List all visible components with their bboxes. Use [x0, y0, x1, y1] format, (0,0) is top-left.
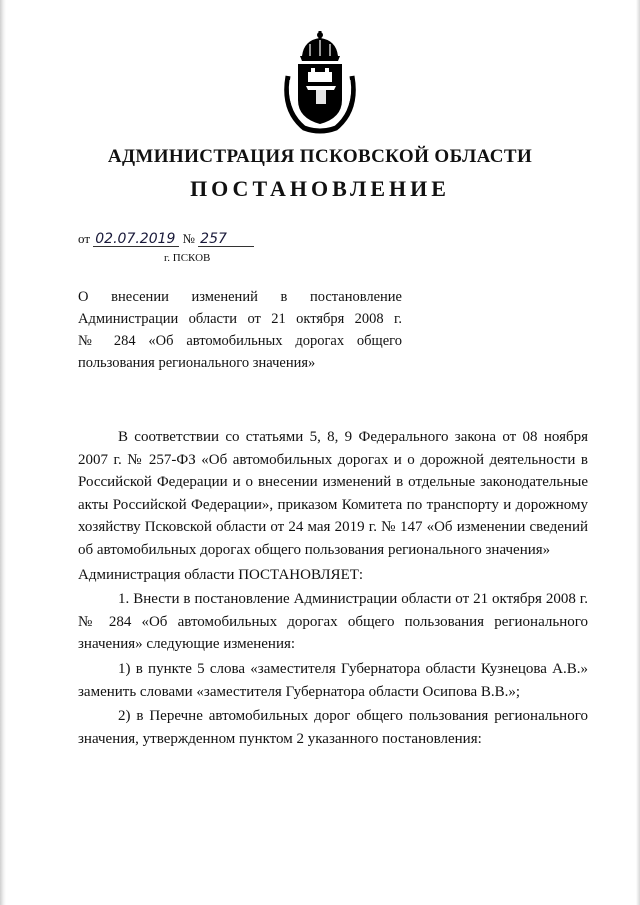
body-paragraph: В соответствии со статьями 5, 8, 9 Федерального закона от 08 ноября 2007 г. № 257-ФЗ «Об автомобильных дорогах и о дорожной деятельности в Российской Федерации и о внесении изменений в отдельные законодательные акты Российской Федерации», приказом Комитета по транспорту и дорожному хозяйству Псковской области от 24 мая 2019 г. № 147 «Об изменении сведений об автомобильных дорогах общего пользования регионального значения» [78, 429, 588, 558]
city-label: г. ПСКОВ [164, 252, 211, 264]
document-type-title: ПОСТАНОВЛЕНИЕ [190, 176, 450, 201]
subject-line: № 284 «Об автомобильных дорогах общего [78, 333, 402, 349]
subject-line: О внесении изменений в постановление [78, 289, 402, 305]
subject-block [78, 286, 402, 374]
subject-line: пользования регионального значения» [78, 355, 316, 371]
handwritten-number: 257 [198, 232, 254, 247]
scan-edge-left [0, 0, 6, 905]
body-paragraph: 1) в пункте 5 слова «заместителя Губернатора области Кузнецова А.В.» заменить словами «заместителя Губернатора области Осипова В.В.»; [78, 660, 588, 700]
subject-line: Администрации области от 21 октября 2008 г. [78, 311, 402, 327]
document-body [78, 426, 588, 752]
scan-edge-right [636, 0, 640, 905]
body-paragraph: 2) в Перечне автомобильных дорог общего пользования регионального значения, утвержденном пунктом 2 указанного постановления: [78, 708, 588, 747]
organization-title: АДМИНИСТРАЦИЯ ПСКОВСКОЙ ОБЛАСТИ [107, 146, 533, 167]
date-number-row [78, 231, 254, 247]
coat-of-arms-icon [280, 30, 360, 134]
body-paragraph: 1. Внести в постановление Администрации области от 21 октября 2008 г. № 284 «Об автомобильных дорогах общего пользования регионального значения» следующие изменения: [78, 591, 588, 653]
body-paragraph: Администрация области ПОСТАНОВЛЯЕТ: [78, 566, 364, 583]
handwritten-date: 02.07.2019 [93, 232, 179, 247]
number-prefix: № [182, 231, 195, 246]
date-prefix: от [78, 231, 91, 246]
